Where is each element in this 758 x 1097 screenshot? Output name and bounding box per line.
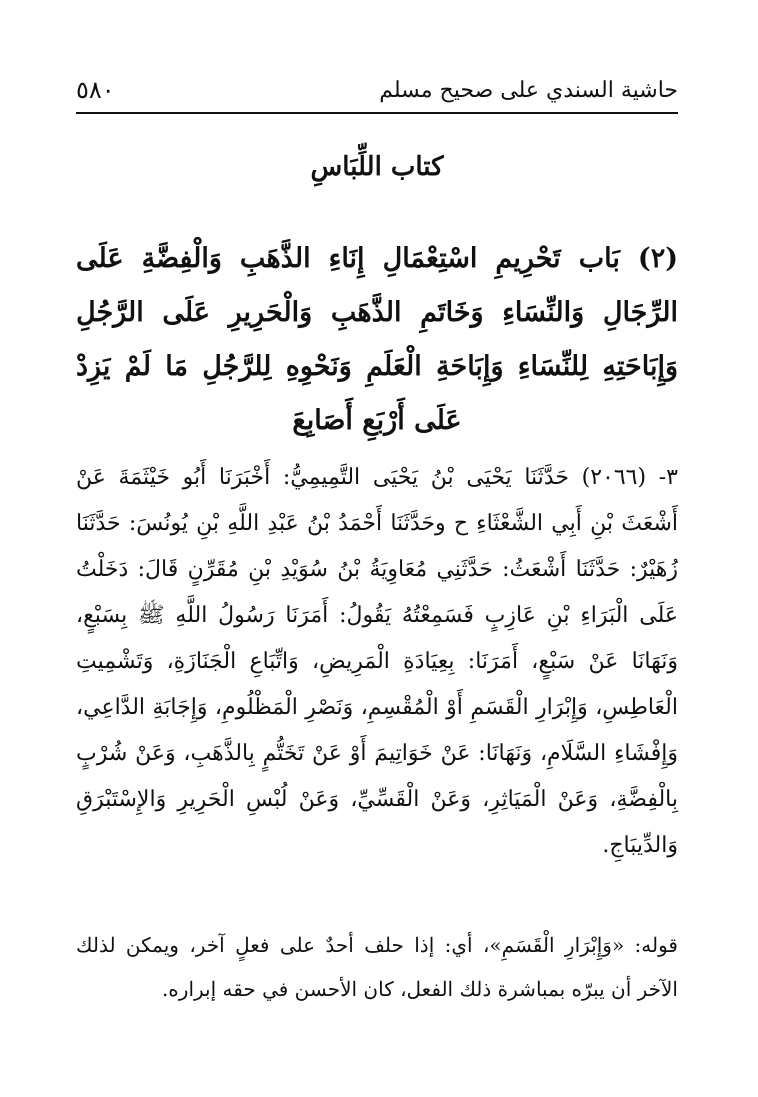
hadith-text: ٣- (٢٠٦٦) حَدَّثَنَا يَحْيَى بْنُ يَحْيَى التَّمِيمِيُّ: أَخْبَرَنَا أَبُو خَيْثَمَةَ عَنْ أَشْعَثَ بْنِ أَبِي الشَّعْثَاءِ ح وحَدَّثَنَا أَحْمَدُ بْنُ عَبْدِ اللَّهِ بْنِ يُونُسَ: حَدَّثَنَا زُهَيْرٌ: حَدَّثَنَا أَشْعَثُ: حَدَّثَنِي مُعَاوِيَةُ بْنُ سُوَيْدِ بْنِ مُقَرِّنٍ قَالَ: دَخَلْتُ عَلَى الْبَرَاءِ بْنِ عَازِبٍ فَسَمِعْتُهُ يَقُولُ: أَمَرَنَا رَسُولُ اللَّهِ ﷺ بِسَبْعٍ، وَنَهَانَا عَنْ سَبْعٍ، أَمَرَنَا: بِعِيَادَةِ الْمَرِيضِ، وَاتِّبَاعِ الْجَنَازَةِ، وَتَشْمِيتِ الْعَاطِسِ، وَإِبْرَارِ الْقَسَمِ أَوْ الْمُقْسِمِ، وَنَصْرِ الْمَظْلُومِ، وَإِجَابَةِ الدَّاعِي، وَإِفْشَاءِ السَّلَامِ، وَنَهَانَا: عَنْ خَوَاتِيمَ أَوْ عَنْ تَخَتُّمٍ بِالذَّهَبِ، وَعَنْ شُرْبٍ بِالْفِضَّةِ، وَعَنْ الْمَيَاثِرِ، وَعَنْ الْقَسِّيِّ، وَعَنْ لُبْسِ الْحَرِيرِ وَالإِسْتَبْرَقِ وَالدِّيبَاجِ.: [76, 465, 678, 858]
running-title: حاشية السندي على صحيح مسلم: [379, 77, 678, 103]
chapter-heading: (٢) بَاب تَحْرِيمِ اسْتِعْمَالِ إِنَاءِ الذَّهَبِ وَالْفِضَّةِ عَلَى الرِّجَالِ وَالنِّسَاءِ وَخَاتَمِ الذَّهَبِ وَالْحَرِيرِ عَلَى الرَّجُلِ وَإِبَاحَتِهِ لِلنِّسَاءِ وَإِبَاحَةِ الْعَلَمِ وَنَحْوِهِ لِلرَّجُلِ مَا لَمْ يَزِدْ عَلَى أَرْبَعِ أَصَابِعَ: [76, 243, 678, 436]
header-rule: [76, 112, 678, 114]
page-number: ٥٨٠: [76, 76, 115, 104]
book-title: كتاب اللِّبَاسِ: [310, 152, 444, 182]
running-header: [76, 72, 678, 108]
footnote-divider: [76, 892, 678, 893]
footnote: قوله: «وَإِبْرَارِ الْقَسَمِ»، أي: إذا حلف أحدٌ على فعلٍ آخر، ويمكن لذلك الآخر أن يبرّه بمباشرة ذلك الفعل، كان الأحسن في حقه إبراره.: [76, 933, 678, 1001]
